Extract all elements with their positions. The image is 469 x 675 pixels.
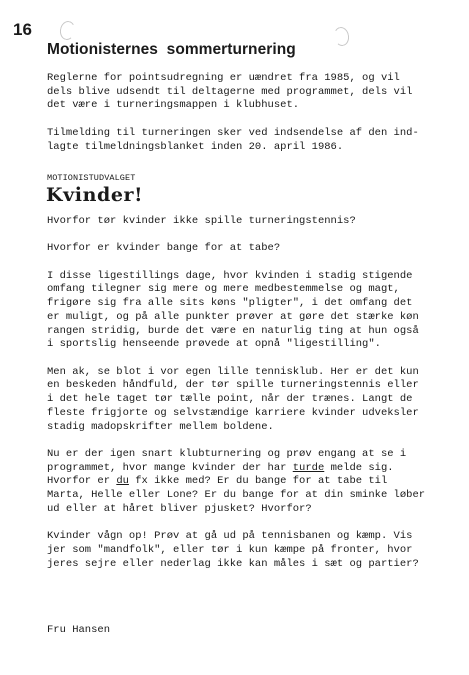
punch-hole-left (58, 20, 76, 41)
intro-paragraph-1: Reglerne for pointsudregning er uændret fra 1985, og vil dels blive udsendt til deltagerne med programmet, dels vil det være i turneringsmappen i klubhuset. (47, 72, 413, 112)
question-1: Hvorfor tør kvinder ikke spille turneringstennis? (47, 215, 356, 227)
article-paragraph-3: Nu er der igen snart klubturnering og prøv engang at se i programmet, hvor mange kvinder der har turde melde sig. Hvorfor er du fx ikke med? Er du bange for at tabe til Marta, Helle eller Lone? Er du bange for at din sminke løber ud eller at håret bliver pjusket? Hvorfor? (47, 447, 426, 515)
article-paragraph-1: I disse ligestillings dage, hvor kvinden i stadig stigende omfang tilegner sig mere og mere medbestemmelse og magt, frigøre sig fra alle sits køns "pligter", i det omfang det er muligt, og på alle punkter prøver at gøre det stærke køn rangen stridig, burde det være en naturlig ting at hun også i sportslig henseende prøvede at opnå "ligestilling". (47, 269, 419, 351)
signature: Fru Hansen (47, 624, 111, 636)
page-title: Motionisternes sommerturnering (47, 41, 296, 58)
underlined-word-du: du (116, 475, 129, 488)
question-2: Hvorfor er kvinder bange for at tabe? (47, 242, 281, 255)
intro-paragraph-2: Tilmelding til turneringen sker ved indsendelse af den ind- lagte tilmeldningsblanket inden 20. april 1986. (47, 126, 419, 153)
article-body (47, 215, 457, 571)
committee-name: MOTIONISTUDVALGET (47, 173, 136, 183)
intro-text (47, 72, 457, 154)
underlined-word-turde: turde (292, 461, 325, 474)
article-heading: Kvinder! (46, 184, 144, 206)
punch-hole-right (332, 26, 350, 47)
article-paragraph-4: Kvinder vågn op! Prøv at gå ud på tennisbanen og kæmp. Vis jer som "mandfolk", eller tør i kun kæmpe på fronter, hvor jeres sejre eller nederlag ikke kan måles i sæt og partier? (47, 530, 419, 570)
article-paragraph-2: Men ak, se blot i vor egen lille tennisklub. Her er det kun en beskeden håndfuld, der tør spille turneringstennis eller i det hele taget tør tælle point, når der trænes. Langt de fleste frigjorte og selvstændige karriere kvinder udveksler stadig madopskrifter mellem boldene. (47, 365, 419, 433)
page-number: 16 (13, 20, 32, 39)
